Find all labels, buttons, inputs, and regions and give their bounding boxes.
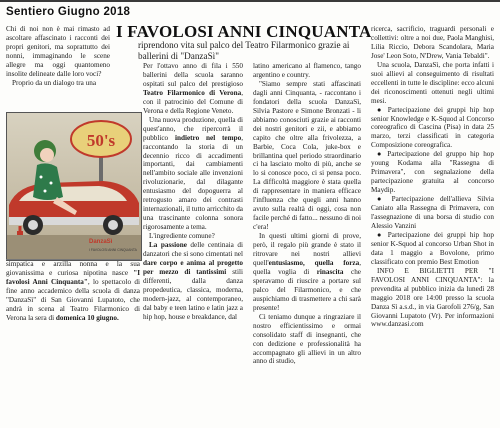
- article-photo: [6, 112, 142, 261]
- column-1-bottom: [6, 260, 140, 424]
- text-run: delle centinaia di danzatori che si sono cimentati nel: [143, 241, 243, 259]
- info-box: INFO E BIGLIETTI PER "I FAVOLOSI ANNI CINQUANTA": la prevendita al pubblico inizia da lunedì 28 maggio 2018 ore 14:00 presso la scuola Danza Sì a.s.d., in via Garofoli 276/g, San Giovanni Lupatoto (Vr). Per informazioni www.danzasi.com: [371, 266, 494, 329]
- text-run: che speravamo di riuscire a portare sul palco del Filarmonico, e che auspichiamo di trasmettere a chi sarà presente!: [253, 267, 361, 312]
- subheadline: riprendono vita sul palco del Teatro Filarmonico grazie ai ballerini di "DanzaSì": [138, 40, 350, 61]
- column-2: [143, 62, 243, 424]
- text-run: simpatica e arzilla nonna e la sua giovanissima e curiosa nipotina nasce: [6, 260, 140, 277]
- photo-logo: DanzaSì: [89, 239, 113, 245]
- paragraph: ricerca, sacrificio, traguardi personali e collettivi: oltre a noi due, Paola Manghisi, Lilia Riccio, Debora Scandolara, Maria Jose' Leon Soto, N'Drew, Vania Tebaldi".: [371, 25, 494, 60]
- column-3: [253, 62, 361, 424]
- paragraph: [143, 116, 243, 232]
- emphasis: La passione: [149, 241, 187, 250]
- column-1-top: [6, 25, 110, 112]
- text-run: In questi ultimi giorni di prove, però, il regalo più grande è stato il ritrovare nei nostri allievi quell': [253, 232, 361, 267]
- text-run: Una nuova produzione, quella di quest'anno, che ripercorrà il pubblico: [143, 115, 243, 142]
- paragraph: latino americano al flamenco, tango argentino e country.: [253, 62, 361, 79]
- list-item: ● Partecipazione dei gruppi hip hop senior K-Squod al concorso Urban Shot in data 1 maggio a Bovolone, primo classificato con premio Best Emotion: [371, 230, 494, 266]
- paragraph: Chi di noi non è mai rimasto ad ascoltare affascinato i racconti dei propri genitori, ma soprattutto dei nonni, immaginando le scene allegre ma oggi quantomeno insolite delineate dalle loro voci?: [6, 25, 110, 78]
- emphasis: indietro nel tempo: [174, 133, 242, 142]
- list-item: ● Partecipazione dei gruppi hip hop senior Knowledge e K-Squod al Concorso coreografico di Cascina (Pisa) in data 25 marzo, terzi classificati in categoria Composizione coreografica.: [371, 105, 494, 150]
- text-run: , raccontando la storia di un decennio ricco di accadimenti importanti, dai cambiamenti nell'ambito sociale alle invenzioni rivoluzionarie, dal dilagante entusiasmo del dopoguerra al retrogusto amaro dei contrasti internazionali, il tutto arricchito da una trascinante colonna sonora rigorosamente a tema.: [143, 133, 243, 232]
- show-title: "I favolosi Anni Cinquanta": [6, 268, 140, 286]
- show-date: domenica 10 giugno.: [55, 313, 119, 322]
- paragraph: L'ingrediente comune?: [149, 232, 215, 241]
- paragraph: [143, 241, 243, 322]
- list-item: ● Partecipazione dell'allieva Silvia Caniato alla Rassegna di Primavera, con l'assegnazione di una borsa di studio con Alessio Vanzini: [371, 195, 494, 230]
- venue: Teatro Filarmonico di Verona: [143, 88, 242, 97]
- emphasis: entusiasmo, quella forza: [268, 258, 360, 267]
- emphasis: rinascita: [316, 267, 344, 276]
- text-run: , con il patrocinio del Comune di Verona e della Regione Veneto.: [143, 88, 243, 115]
- text-run: Per l'ottavo anno di fila i 550 ballerini della scuola saranno ospitati sul palco del prestigioso: [143, 62, 243, 88]
- sign-text: 50's: [86, 131, 116, 150]
- text-run: , quella voglia di: [253, 258, 361, 276]
- photo-caption: I FAVOLOSI ANNI CINQUANTA: [89, 248, 137, 252]
- emphasis: dare corpo e anima al progetto per mezzo di tantissimi: [143, 258, 243, 276]
- section-kicker: Sentiero Giugno 2018: [6, 6, 131, 18]
- top-rule: [0, 0, 500, 2]
- text-run: , lo spettacolo di fine anno accademico della scuola di danza "DanzaSì" di San Giovanni Lupatoto, che andrà in scena al Teatro Filarmonico di Verona la sera di: [6, 277, 140, 322]
- paragraph: Una scuola, DanzaSì, che porta infatti i suoi allievi al conseguimento di risultati eccellenti in tutte le discipline: ecco alcuni dei riconoscimenti ottenuti negli ultimi mesi.: [371, 60, 494, 105]
- headline: I FAVOLOSI ANNI CINQUANTA: [116, 22, 372, 41]
- list-item: ● Partecipazione del gruppo hip hop young Kodama alla "Rassegna di Primavera", con segnalazione della partecipazione gratuita al concorso Maydip.: [371, 150, 494, 195]
- paragraph: [253, 232, 361, 313]
- photo-illustration: [7, 113, 141, 260]
- column-4: [371, 25, 494, 424]
- paragraph: [143, 62, 243, 116]
- paragraph: Proprio da un dialogo tra una: [12, 78, 97, 87]
- paragraph: "Siamo sempre stati affascinati dagli anni Cinquanta, - raccontano i fondatori della scuola DanzaSì, Silvia Pastore e Simone Bronzati - li abbiamo conosciuti grazie ai racconti dei nostri genitori e zii, e abbiamo capito che oltre alla frivolezza, a Barbie, Coca Cola, juke-box e brillantina quel periodo straordinario ci ha lasciato molto di più, anche se lo si conosce poco, ci si pensa poco. La difficoltà maggiore è stata quella di rappresentare in maniera efficace l'influenza che quegli anni hanno avuto sulla realtà di oggi, cosa non facile perché di fatto... nessuno di noi c'era!: [253, 79, 361, 232]
- paragraph: Ci teniamo dunque a ringraziare il nostro efficientissimo e ormai consolidato staff di insegnanti, che con dedizione e professionalità ha accompagnato gli allievi in un altro anno di studio,: [253, 312, 361, 366]
- text-run: stili differenti, dalla danza propedeutica, classica, moderna, modern-jazz, al contemporaneo, dal baby e teen latino e latin jazz a hip hop, house e breakdance, dal: [143, 267, 243, 321]
- paragraph: [6, 260, 140, 323]
